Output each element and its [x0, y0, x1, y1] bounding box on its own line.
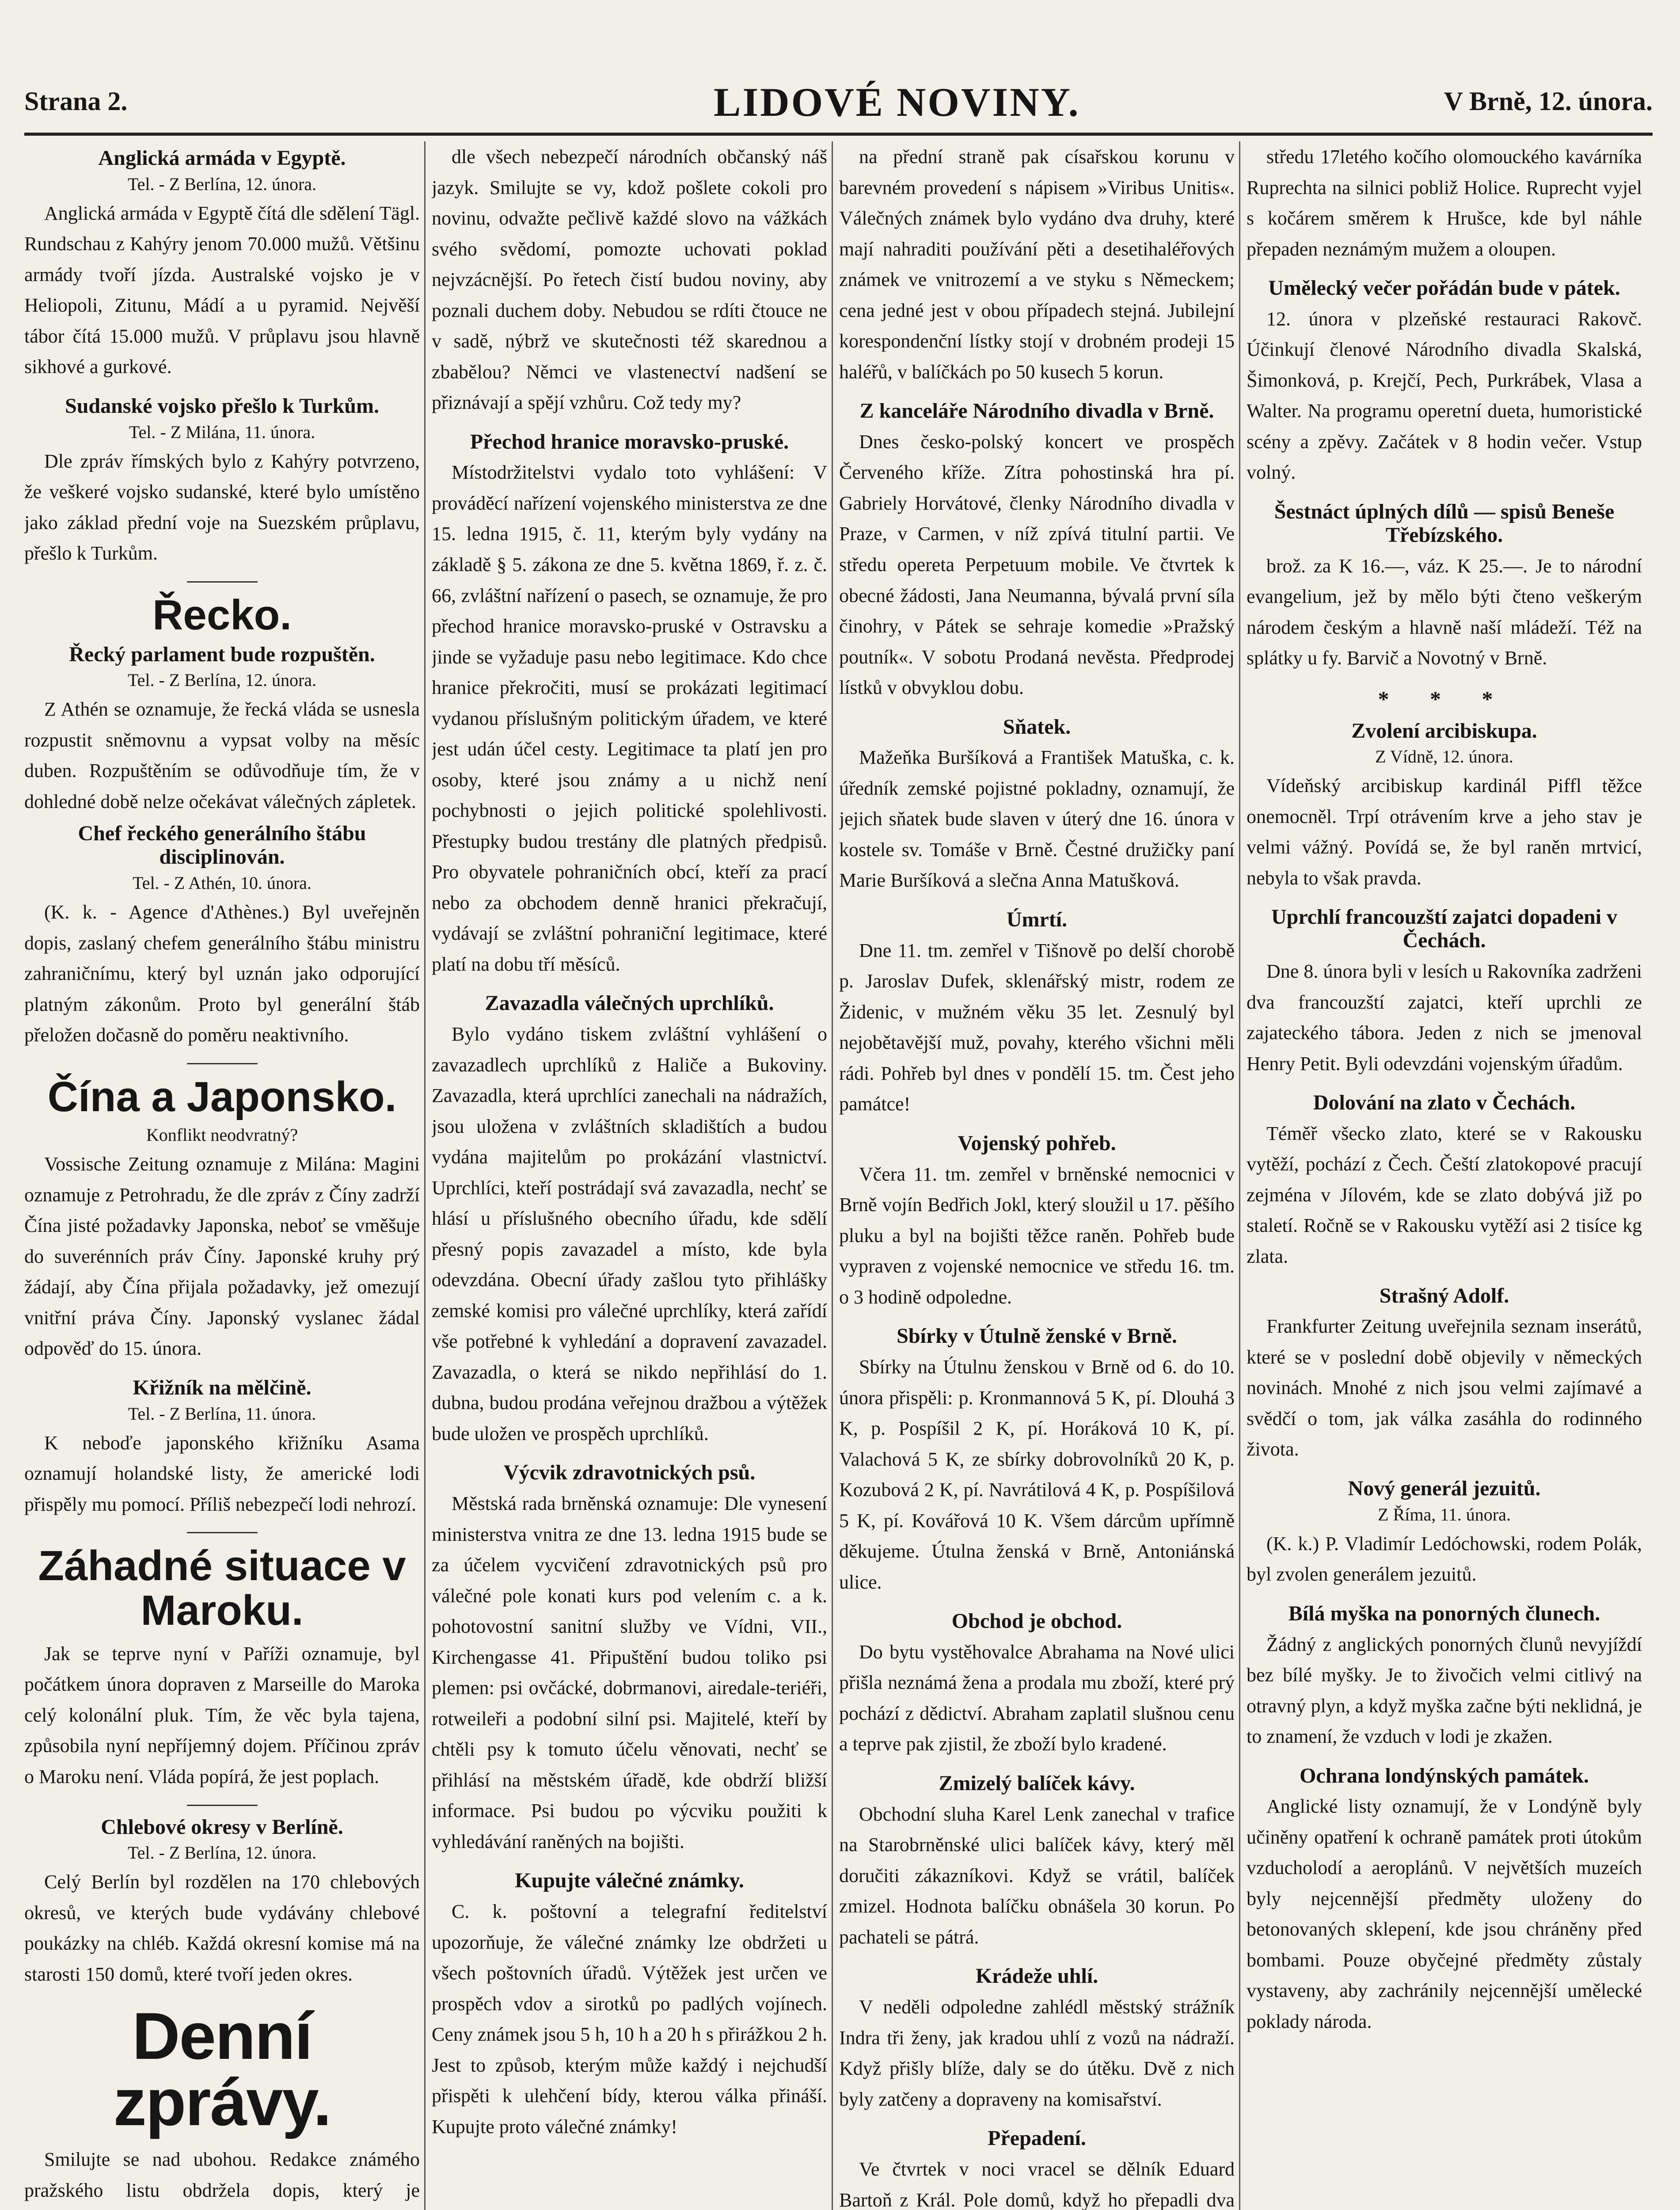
article-text: Téměř všecko zlato, které se v Rakousku vytěží, pochází z Čech. Čeští zlatokopové pracují zejména v Jílovém, kde se zlato dobývá již po staletí. Ročně se v Rakousku vytěží asi 2 tisíce kg zlata. — [1247, 1122, 1642, 1267]
article-umrti — [839, 908, 1235, 1120]
article-heading: Chlebové okresy v Berlíně. — [101, 1815, 343, 1839]
article-heading: Řecký parlament bude rozpuštěn. — [69, 642, 375, 666]
article-obchod — [839, 1610, 1235, 1760]
article-narodni-divadlo — [839, 400, 1235, 703]
article-dolovani-zlata — [1247, 1091, 1642, 1272]
article-continuation — [839, 141, 1235, 387]
article-text: středu 17letého kočího olomouckého kavárníka Ruprechta na silnici pobliž Holice. Ruprecht vyjel s kočárem směrem k Hrušce, kde byl náhle přepaden neznámým mužem a oloupen. — [1247, 146, 1642, 260]
article-ochrana-pamatek — [1247, 1764, 1642, 2037]
section-stars-divider: * * * — [1378, 686, 1511, 711]
article-heading: Úmrtí. — [1006, 907, 1068, 931]
article-text: na přední straně pak císařskou korunu v barevném provedení s nápisem »Viribus Unitis«. Válečných známek bylo vydáno dva druhy, které mají nahraditi používání pěti a desetihaléřových známek ve vnitrozemí a ve styku s Německem; cena jedné jest v obou případech stejná. Jubilejní korespondenční lístky stojí v drobném prodeji 15 haléřů, v balíčkách po 50 kusech 5 korun. — [839, 146, 1235, 383]
article-subheading: Konflikt neodvratný? — [146, 1125, 298, 1145]
article-text: Anglická armáda v Egyptě čítá dle sdělení Tägl. Rundschau z Kahýry jenom 70.000 mužů. Většinu armády tvoří jízda. Australské vojsko je v Heliopoli, Zitunu, Mádí a u pyramid. Nejvěší tábor čítá 15.000 mužů. V průplavu jsou hlavně sikhové a gurkové. — [24, 202, 420, 378]
article-sbirky — [839, 1325, 1235, 1597]
masthead-rule — [24, 133, 1653, 136]
article-heading: Šestnáct úplných dílů — spisů Beneše Třebízského. — [1274, 499, 1615, 547]
article-text: (K. k. - Agence d'Athènes.) Byl uveřejněn dopis, zaslaný chefem generálního štábu ministru zahraničnímu, který byl uznán jako odporující platným zákonům. Proto byl generální štáb přeložen dočasně do poměru neaktivního. — [24, 901, 420, 1046]
article-text: dle všech nebezpečí národních občanský náš jazyk. Smilujte se vy, kdož pošlete cokoli pro novinu, odvažte pečlivě každé slovo na vážkách svého svědomí, pomozte uchovati poklad nejvzácnější. Po řetech čistí budou noviny, aby poznali duchem doby. Nebudou se rdíti čtouce ne v sadě, nýbrž ve skutečnosti též skarednou a zbabělou? Němci ve vlastenectví nadšení se přiznávají a spějí vzhůru. Což tedy my? — [432, 146, 827, 414]
article-heading: Dolování na zlato v Čechách. — [1313, 1091, 1576, 1115]
article-heading: Strašný Adolf. — [1379, 1284, 1509, 1307]
article-heading: Chef řeckého generálního štábu disciplinován. — [78, 822, 366, 869]
article-text: Dne 8. února byli v lesích u Rakovníka zadrženi dva francouzští zajatci, kteří uprchli ze zajateckého tábora. Jeden z nich se jmenoval Henry Petit. Byli odevzdáni vojenským úřadům. — [1247, 960, 1642, 1075]
article-text: Včera 11. tm. zemřel v brněnské nemocnici v Brně vojín Bedřich Jokl, který sloužil u 17. pěšího pluku a byl na bojišti těžce raněn. Pohřeb bude vypraven z vojenské nemocnice ve středu 16. tm. o 3 hodině odpoledne. — [839, 1163, 1235, 1308]
article-heading: Sbírky v Útulně ženské v Brně. — [897, 1324, 1177, 1348]
article-heading: Krádeže uhlí. — [975, 1964, 1098, 1988]
article-text: Celý Berlín byl rozdělen na 170 chlebových okresů, ve kterých bude vydávány chlebové poukázky na chléb. Každá okresní komise má na starosti 150 domů, které tvoří jeden okres. — [24, 1871, 420, 1985]
article-continuation — [432, 141, 827, 418]
article-continuation — [1247, 141, 1642, 264]
article-text: Ve čtvrtek v noci vracel se dělník Eduard Bartoň z Král. Pole domů, když ho přepadli dva — [839, 2158, 1235, 2210]
article-heading: Přechod hranice moravsko-pruské. — [470, 430, 789, 453]
article-dateline: Tel. - Z Berlína, 12. února. — [127, 670, 317, 690]
article-heading: Nový generál jezuitů. — [1348, 1476, 1541, 1500]
article-dateline: Tel. - Z Milána, 11. února. — [129, 422, 315, 442]
article-heading: Ochrana londýnských památek. — [1300, 1764, 1589, 1787]
article-dateline: Tel. - Z Berlína, 11. února. — [128, 1403, 316, 1424]
article-heading: Křižník na mělčině. — [133, 1376, 312, 1399]
article-dateline: Tel. - Z Berlína, 12. února. — [127, 1843, 317, 1863]
section-separator — [187, 1063, 258, 1064]
article-sudanske-vojsko — [24, 395, 420, 569]
section-separator — [187, 581, 258, 583]
article-dateline: Tel. - Z Berlína, 12. února. — [127, 174, 317, 194]
article-heading: Kupujte válečné známky. — [515, 1869, 744, 1893]
article-text: C. k. poštovní a telegrafní ředitelství upozorňuje, že válečné známky lze obdržeti u všech poštovních úřadů. Výtěžek jest určen ve prospěch vdov a sirotků po padlých vojínech. Ceny známek jsou 5 h, 10 h a 20 h s přirážkou 2 h. Jest to způsob, kterým může každý i nejchudší přispěti k ulehčení bídy, kterou válka přináší. Kupujte proto válečné známky! — [432, 1901, 827, 2138]
issue-dateline: V Brně, 12. února. — [1444, 87, 1653, 116]
article-text: Vossische Zeitung oznamuje z Milána: Magini oznamuje z Petrohradu, že dle zpráv z Číny zadrží Čína jisté požadavky Japonska, neboť se vměšuje do suverénních práv Číny. Japonské kruhy prý žádají, aby Čína přijala požadavky, jež omezují vnitřní práva Číny. Japonský vyslanec žádal odpověď do 15. února. — [24, 1153, 420, 1360]
article-text: Do bytu vystěhovalce Abrahama na Nové ulici přišla neznámá žena a prodala mu zboží, které prý pochází z dědictví. Abraham zaplatil slušnou cenu a teprve pak zjistil, že zboží bylo kradené. — [839, 1641, 1235, 1755]
article-uprchli-zajatci — [1247, 906, 1642, 1079]
article-dateline: Z Říma, 11. února. — [1378, 1504, 1511, 1524]
article-heading: Zmizelý balíček kávy. — [939, 1771, 1135, 1795]
article-text: Dne 11. tm. zemřel v Tišnově po delší chorobě p. Jaroslav Dufek, sklenářský mistr, rodem ze Židenic, v mužném věku 35 let. Zesnulý byl nejobětavější muž, povahy, kterého všichni měli rádi. Pohřeb byl dnes v pondělí 15. tm. Čest jeho památce! — [839, 939, 1235, 1115]
article-text: Městská rada brněnská oznamuje: Dle vynesení ministerstva vnitra ze dne 13. ledna 1915 bude se za účelem vycvičení zdravotnických psů pro válečné pole konati kurs pod velením c. a k. pohotovostní sanitní služby ve Vídni, VII., Kirchengasse 41. Připuštění budou toliko psi plemen: psi ovčácké, dobrmanovi, airedale-teriéři, rotweileři a podobní silní psi. Majitelé, kteří by chtěli psy k tomuto účelu věnovati, nechť se přihlásí na městském úřadě, kde obdrží bližší informace. Psi budou po výcviku použiti k vyhledávání raněných na bojišti. — [432, 1493, 827, 1852]
section-separator — [187, 1532, 258, 1533]
article-heading: Vojenský pohřeb. — [958, 1131, 1116, 1155]
article-text: Místodržitelstvi vydalo toto vyhlášení: V prováděcí nařízení vojenského ministerstva ze dne 15. ledna 1915, č. 11, kterým byly vydány na základě § 5. zákona ze dne 5. května 1869, ř. z. č. 66, zvláštní nařízení o pasech, se oznamuje, že pro přechod hranice moravsko-pruské v Ostravsku a jinde se vyžaduje pasu nebo legitimace. Kdo chce hranice překročiti, musí se prokázati legitimací vydanou příslušným politickým úřadem, ve které jest udán účel cesty. Legitimace ta platí jen pro osoby, které jsou známy a u nichž není pochybnosti o jejich politické spolehlivosti. Přestupky budou trestány dle platných předpisů. Pro obyvatele pohraničních obcí, kteří za prací nebo za obchodem denně hranici překračují, vydávají se zvláštní pohraniční legitimace, které platí na dobu tří měsíců. — [432, 461, 827, 975]
article-text: V neděli odpoledne zahlédl městský strážník Indra tři ženy, jak kradou uhlí z vozů na nádraží. Když přišly blíže, daly se do útěku. Dvě z nich byly zatčeny a dopraveny na komisařství. — [839, 1996, 1235, 2110]
section-headline: Řecko. — [152, 591, 292, 639]
section-separator — [187, 1805, 258, 1806]
article-general-jezuitu — [1247, 1477, 1642, 1590]
newspaper-title: LIDOVÉ NOVINY. — [714, 80, 1080, 125]
article-heading: Anglická armáda v Egyptě. — [98, 146, 346, 170]
page-number: Strana 2. — [24, 87, 128, 116]
article-heading: Obchod je obchod. — [951, 1609, 1122, 1633]
article-sestnact-dilu — [1247, 500, 1642, 674]
article-zmizely-balicek — [839, 1772, 1235, 1952]
article-text: Sbírky na Útulnu ženskou v Brně od 6. do 10. února přispěli: p. Kronmannová 5 K, pí. Dlouhá 3 K, p. Pospíšil 2 K, pí. Horáková 10 K, pí. Valachová 5 K, ze sbírky dobrovolníků 20 K, p. Kozubová 2 K, pí. Navrátilová 4 K, p. Pospíšilová 5 K, pí. Kovářová 10 K. Všem dárcům upřímně děkujeme. Útulna ženská v Brně, Antoniánská ulice. — [839, 1356, 1235, 1593]
column-1 — [24, 141, 420, 2210]
article-heading: Zavazadla válečných uprchlíků. — [485, 991, 774, 1015]
section-maroko — [24, 1544, 420, 1792]
column-4 — [1247, 141, 1642, 2210]
article-text: Frankfurter Zeitung uveřejnila seznam inserátů, které se v poslední době objevily v německých novinách. Mnohé z nich jsou velmi zajímavé a svědčí o tom, jak válka zasáhla do rodinného života. — [1247, 1315, 1642, 1460]
article-text: Obchodní sluha Karel Lenk zanechal v trafice na Starobrněnské ulici balíček kávy, který měl doručiti zákazníkovi. Když se vrátil, balíček zmizel. Hodnota balíčku obnášela 30 korun. Po pachateli se pátrá. — [839, 1803, 1235, 1948]
article-heading: Přepadení. — [988, 2126, 1086, 2150]
article-chlebove-okresy — [24, 1816, 420, 1990]
article-prechod-hranice — [432, 431, 827, 980]
article-vycvik-psu — [432, 1461, 827, 1857]
article-text: Z Athén se oznamuje, že řecká vláda se usnesla rozpustit sněmovnu a vypsat volby na měsíc duben. Rozpuštěním se odůvodňuje tím, že v dohledné době nelze očekávat válečných zápletek. — [24, 698, 420, 812]
article-heading: Umělecký večer pořádán bude v pátek. — [1268, 276, 1620, 300]
column-3 — [839, 141, 1235, 2210]
article-heading: Zvolení arcibiskupa. — [1351, 719, 1537, 743]
article-text: Dnes česko-polský koncert ve prospěch Červeného kříže. Zítra pohostinská hra pí. Gabriely Horvátové, členky Národního divadla v Praze, v Carmen, v níž zpívá titulní partii. Ve středu opereta Perpetuum mobile. Ve čtvrtek k obecné žádosti, Jana Neumanna, bývalá první síla činohry, v Pátek se sehraje komedie »Pražský poutník«. V sobotu Prodaná nevěsta. Předprodej lístků v obvyklou dobu. — [839, 431, 1235, 699]
section-recko — [24, 593, 420, 1051]
article-umelecky-vecer — [1247, 277, 1642, 488]
article-anglicka-armada — [24, 147, 420, 382]
column-divider — [424, 141, 426, 2210]
article-text: Bylo vydáno tiskem zvláštní vyhlášení o zavazadlech uprchlíků z Haliče a Bukoviny. Zavazadla, která uprchlíci zanechali na nádražích, jsou uložena v zvláštních skladištích a budou vydána majitelům po prokázání vlastnictví. Uprchlíci, kteří postrádají svá zavazadla, nechť se hlásí u příslušného obecního úřadu, kde sdělí přesný popis zavazadel a místo, kde byla odevzdána. Obecní úřady zašlou tyto přihlášky zemské komisi pro válečné uprchlíky, která zařídí vše potřebné k vyhledání a dopravení zavazadel. Zavazadla, o která se nikdo nepřihlásí do 1. dubna, budou prodána veřejnou dražbou a výtěžek bude uložen ve prospěch uprchlíků. — [432, 1023, 827, 1444]
article-heading: Sudanské vojsko přešlo k Turkům. — [65, 394, 379, 418]
column-divider — [832, 141, 833, 2210]
article-text: Anglické listy oznamují, že v Londýně byly učiněny opatření k ochraně památek proti útokům vzducholodí a aeroplánů. V největších muzeích byly nejcennější předměty uloženy do betonovaných sklepení, kde jsou chráněny před bombami. Pouze obyčejné předměty zůstaly vystaveny, aby zachránily nejcennější umělecké poklady národa. — [1247, 1795, 1642, 2032]
article-text: brož. za K 16.—, váz. K 25.—. Je to národní evangelium, jež by mělo býti čteno veškerým národem českým a hlavně naší mládeží. Též na splátky u fy. Barvič a Novotný v Brně. — [1247, 555, 1642, 669]
article-zavazadla — [432, 992, 827, 1449]
article-heading: Bílá myška na ponorných člunech. — [1288, 1601, 1600, 1625]
article-heading: Z kanceláře Národního divadla v Brně. — [859, 399, 1214, 423]
article-text: Vídeňský arcibiskup kardinál Piffl těžce onemocněl. Trpí otrávením krve a jeho stav je velmi vážný. Povídá se, že byl raněn mrtvicí, nebyla to však pravda. — [1247, 775, 1642, 889]
section-headline: Denní zprávy. — [113, 1999, 331, 2140]
section-cina-japonsko — [24, 1075, 420, 1364]
article-zvoleni-arcibiskupa — [1247, 720, 1642, 894]
column-divider — [1239, 141, 1240, 2210]
article-snatek — [839, 716, 1235, 896]
article-heading: Uprchlí francouzští zajatci dopadeni v Čechách. — [1271, 905, 1618, 953]
article-text: (K. k.) P. Vladimír Ledóchowski, rodem Polák, byl zvolen generálem jezuitů. — [1247, 1532, 1642, 1585]
article-valecne-znamky — [432, 1869, 827, 2142]
column-2 — [432, 141, 827, 2210]
article-bila-myska — [1247, 1602, 1642, 1752]
article-dateline: Z Vídně, 12. února. — [1375, 747, 1513, 767]
article-vojensky-pohreb — [839, 1132, 1235, 1312]
section-denni-zpravy — [24, 1999, 420, 2210]
article-kradeze-uhli — [839, 1965, 1235, 2115]
article-prepadeni — [839, 2127, 1235, 2210]
article-text: Dle zpráv římských bylo z Kahýry potvrzeno, že veškeré vojsko sudanské, které bylo umístěno jako základ přední voje na Suezském průplavu, přešlo k Turkům. — [24, 450, 420, 564]
article-text: Smilujte se nad ubohou. Redakce známého pražského listu obdržela dopis, který je — [24, 2149, 420, 2201]
article-text: Žádný z anglických ponorných člunů nevyjíždí bez bílé myšky. Je to živočich velmi citlivý na otravný plyn, a když myška začne býti neklidná, je to znamení, že vzduch v lodi je zkažen. — [1247, 1633, 1642, 1748]
article-text: Jak se teprve nyní v Paříži oznamuje, byl počátkem února dopraven z Marseille do Maroka celý kolonální pluk. Tím, že věc byla tajena, způsobila nyní nepříjemný dojem. Příčinou zpráv o Maroku není. Vláda popírá, že jest poplach. — [24, 1642, 420, 1787]
article-heading: Sňatek. — [1003, 715, 1071, 739]
article-heading: Výcvik zdravotnických psů. — [503, 1461, 756, 1485]
masthead — [24, 75, 1653, 128]
article-kriznik — [24, 1376, 420, 1520]
section-headline: Čína a Japonsko. — [47, 1073, 397, 1120]
article-dateline: Tel. - Z Athén, 10. února. — [133, 873, 312, 893]
article-text: 12. února v plzeňské restauraci Rakovč. Účinkují členové Národního divadla Skalská, Šimonková, p. Krejčí, Pech, Purkrábek, Vlasa a Walter. Na programu operetní dueta, humoristické scény a zpěvy. Začátek v 8 hodin večer. Vstup volný. — [1247, 308, 1642, 484]
article-text: K neboďe japonského křižníku Asama oznamují holandské listy, že americké lodi přispěly mu pomocí. Příliš nebezpečí lodi nehrozí. — [24, 1432, 420, 1515]
section-headline: Záhadné situace v Maroku. — [38, 1542, 406, 1635]
article-strasny-adolf — [1247, 1284, 1642, 1465]
article-text: Mažeňka Buršíková a František Matuška, c. k. úředník zemské pojistné pokladny, oznamují, že jejich sňatek bude slaven v úterý dne 16. února v kostele sv. Tomáše v Brně. Čestné družičky paní Marie Buršíková a slečna Anna Matušková. — [839, 747, 1235, 892]
